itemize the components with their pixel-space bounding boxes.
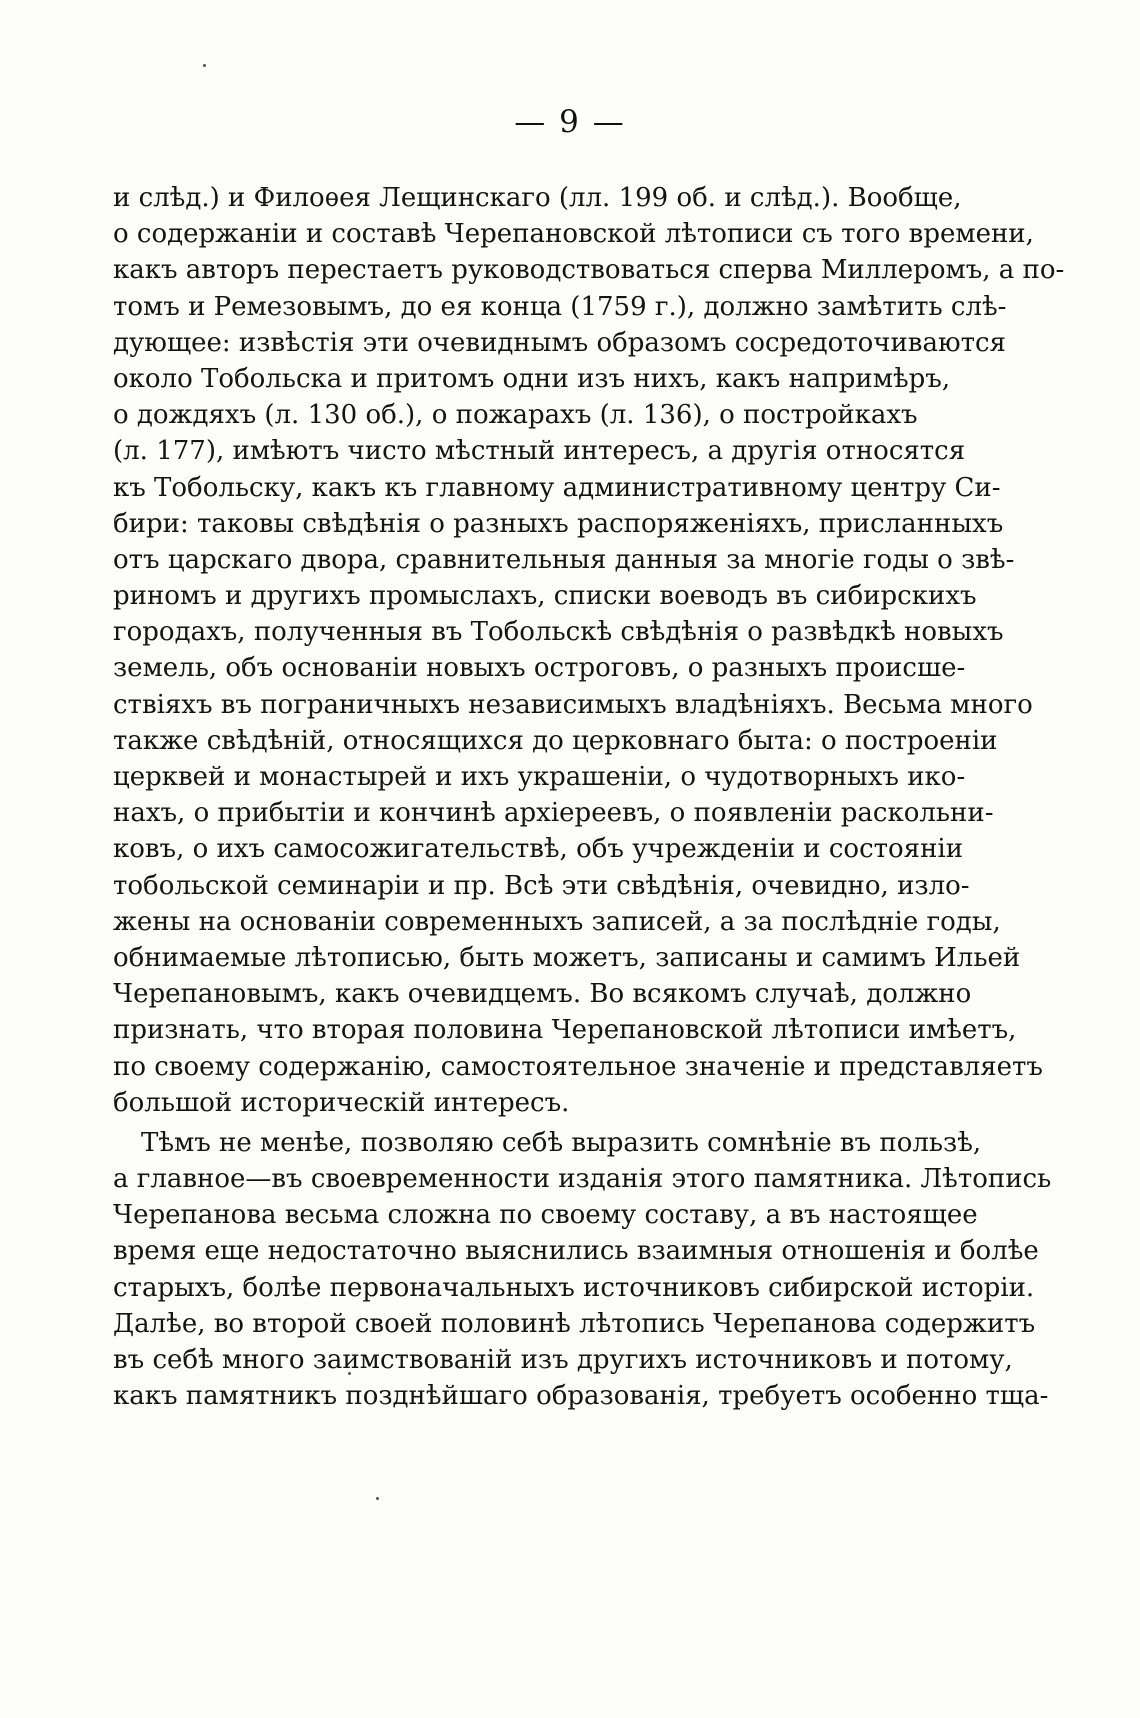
text-line: и слѣд.) и Филоѳея Лещинскаго (лл. 199 об. и слѣд.). Вообще, <box>113 183 962 213</box>
text-line: (л. 177), имѣютъ чисто мѣстный интересъ, а другія относятся <box>113 436 966 467</box>
text-line: къ Тобольску, какъ къ главному административному центру Си- <box>113 472 1001 503</box>
text-line: о дождяхъ (л. 130 об.), о пожарахъ (л. 136), о постройкахъ <box>113 400 918 431</box>
print-speck <box>376 1497 379 1500</box>
text-line: земель, объ основанiи новыхъ остроговъ, о разныхъ происше- <box>113 653 966 684</box>
text-line: какъ авторъ перестаетъ руководствоваться сперва Миллеромъ, а по- <box>113 255 1065 286</box>
text-line: Черепанова весьма сложна по своему составу, а въ настоящее <box>113 1200 978 1231</box>
text-line: а главное—въ своевременности изданiя этого памятника. Лѣтопись <box>113 1164 1052 1195</box>
text-line: нахъ, о прибытiи и кончинѣ архiереевъ, о появленiи раскольни- <box>113 798 994 829</box>
text-line: въ себѣ много заимствованiй изъ другихъ источниковъ и потому, <box>113 1345 1013 1375</box>
text-line: жены на основанiи современныхъ записей, а за послѣдніе годы, <box>113 906 1001 937</box>
text-line: бири: таковы свѣдѣнія о разныхъ распоряженiяхъ, присланныхъ <box>113 508 1004 539</box>
text-line: признать, что вторая половина Черепановской лѣтописи имѣетъ, <box>113 1015 1017 1046</box>
text-line: ствiяхъ въ пограничныхъ независимыхъ владѣнiяхъ. Весьма много <box>113 689 1033 720</box>
text-line: старыхъ, болѣе первоначальныхъ источниковъ сибирской исторiи. <box>113 1272 1035 1303</box>
paragraph-2 <box>113 1125 1052 1415</box>
text-line: Тѣмъ не менѣе, позволяю себѣ выразить сомнѣнiе въ пользѣ, <box>141 1127 982 1158</box>
text-line: томъ и Ремезовымъ, до ея конца (1759 г.), должно замѣтить слѣ- <box>113 291 1007 322</box>
text-line: большой историческiй интересъ. <box>113 1087 570 1118</box>
text-line: отъ царскаго двора, сравнительныя данныя за многiе годы о звѣ- <box>113 544 1015 575</box>
text-line: церквей и монастырей и ихъ украшенiи, о чудотворныхъ ико- <box>113 762 966 792</box>
text-line: дующее: извѣстія эти очевиднымъ образомъ сосредоточиваются <box>113 327 1006 358</box>
text-line: также свѣдѣнiй, относящихся до церковнаго быта: о построенiи <box>113 725 998 756</box>
text-line: обнимаемые лѣтописью, быть можетъ, записаны и самимъ Ильей <box>113 942 1021 973</box>
text-line: о содержанiи и составѣ Черепановской лѣтописи съ того времени, <box>113 219 1034 250</box>
text-line: по своему содержанiю, самостоятельное значенiе и представляетъ <box>113 1051 1043 1082</box>
text-line: ковъ, о ихъ самосожигательствѣ, объ учрежденiи и состоянiи <box>113 834 964 865</box>
body-text <box>113 180 1065 1414</box>
text-line: городахъ, полученныя въ Тобольскѣ свѣдѣнія о развѣдкѣ новыхъ <box>113 617 1004 648</box>
text-line: риномъ и другихъ промыслахъ, списки воеводъ въ сибирскихъ <box>113 581 977 612</box>
text-line: Далѣе, во второй своей половинѣ лѣтопись Черепанова содержитъ <box>113 1308 1036 1339</box>
text-line: какъ памятникъ позднѣйшаго образованiя, требуетъ особенно тща- <box>113 1381 1049 1412</box>
text-line: тобольской семинарiи и пр. Всѣ эти свѣдѣнія, очевидно, изло- <box>113 870 970 901</box>
paragraph-1 <box>113 180 1065 1121</box>
text-line: Черепановымъ, какъ очевидцемъ. Во всякомъ случаѣ, должно <box>113 979 972 1010</box>
print-speck <box>203 64 206 67</box>
text-line: время еще недостаточно выяснились взаимныя отношенія и болѣе <box>113 1236 1039 1267</box>
page-number: — 9 — <box>514 104 626 140</box>
text-line: около Тобольска и притомъ одни изъ нихъ, какъ напримѣръ, <box>113 363 951 394</box>
